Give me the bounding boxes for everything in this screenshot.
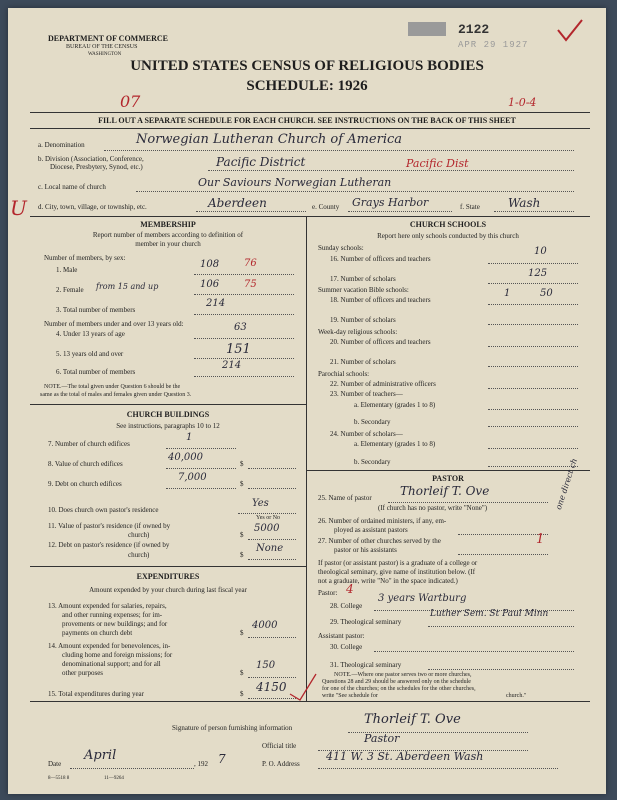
q25-label: 25. Name of pastor (318, 494, 372, 502)
pastor-mark: 4 (346, 582, 354, 596)
q18-value-2: 50 (540, 288, 553, 299)
q4-value: 63 (234, 322, 247, 333)
q28-value: 3 years Wartburg (378, 593, 467, 604)
buildings-sub: See instructions, paragraphs 10 to 12 (116, 422, 220, 430)
membership-note-2: same as the total of males and females given under Question 3. (40, 392, 192, 398)
q17-value: 125 (528, 268, 548, 279)
parochial-label: Parochial schools: (318, 370, 370, 378)
q14-line-4: other purposes (62, 669, 104, 677)
pastor-note-3: for one of the churches; on the schedules for the other churches, (322, 686, 476, 692)
q17-label: 17. Number of scholars (330, 275, 396, 283)
city-field-value: Aberdeen (208, 196, 267, 210)
q24-label: 24. Number of scholars— (330, 430, 403, 438)
buildings-heading: CHURCH BUILDINGS (126, 410, 210, 419)
bureau-label: BUREAU OF THE CENSUS (66, 44, 138, 50)
q2-value-1: 106 (200, 279, 220, 290)
q1-value-2: 76 (244, 258, 257, 269)
print-code: 8—5518 8 (48, 776, 70, 781)
q15-label: 15. Total expenditures during year (48, 690, 144, 698)
q3-label: 3. Total number of members (56, 306, 136, 314)
schedule-title: SCHEDULE: 1926 (246, 78, 368, 94)
q16-value: 10 (534, 246, 547, 257)
schools-heading: CHURCH SCHOOLS (409, 220, 487, 229)
local-name-label: c. Local name of church (38, 183, 106, 191)
q2-note: from 15 and up (96, 282, 159, 291)
check-mark-icon (556, 18, 584, 44)
q11-value: 5000 (254, 523, 280, 534)
q27-value: 1 (536, 532, 545, 547)
side-note: one direct ch (554, 457, 580, 511)
denomination-value: Norwegian Lutheran Church of America (136, 132, 403, 147)
form-title: UNITED STATES CENSUS OF RELIGIOUS BODIES (130, 58, 484, 74)
pastor-note-4b: church." (506, 693, 527, 699)
q20-label: 20. Number of officers and teachers (330, 338, 431, 346)
q13-line-4: payments on church debt (62, 629, 133, 637)
q13-line-3: provements or new buildings; and for (62, 620, 168, 628)
margin-mark: U (10, 196, 27, 220)
q9-value: 7,000 (178, 472, 207, 483)
q16-label: 16. Number of officers and teachers (330, 255, 431, 263)
q14-line-1: 14. Amount expended for benevolences, in- (48, 642, 171, 650)
membership-note: NOTE.—The total given under Question 6 should be the (44, 384, 181, 390)
q10-hint: Yes or No (256, 515, 281, 521)
q13-line-2: and other running expenses; for im- (62, 611, 163, 619)
q18-value-1: 1 (504, 288, 511, 299)
q24a-label: a. Elementary (grades 1 to 8) (354, 440, 436, 448)
division-value: Pacific District (216, 155, 306, 169)
q9-label: 9. Debt on church edifices (48, 480, 122, 488)
census-form (8, 8, 606, 794)
membership-intro: Report number of members according to definition of (92, 231, 244, 239)
pen-check-icon (288, 672, 318, 704)
q6-value: 214 (222, 360, 242, 371)
year-prefix: , 192 (194, 760, 208, 768)
q18-label: 18. Number of officers and teachers (330, 296, 431, 304)
department-label: DEPARTMENT OF COMMERCE (48, 34, 169, 43)
pastor-note-4: write "See schedule for (322, 693, 378, 699)
q14-value: 150 (256, 660, 276, 671)
instruction-text: FILL OUT A SEPARATE SCHEDULE FOR EACH CHURCH. SEE INSTRUCTIONS ON THE BACK OF THIS SHEET (98, 116, 516, 125)
q25-value: Thorleif T. Ove (400, 484, 490, 498)
weekday-label: Week-day religious schools: (318, 328, 398, 336)
q7-value: 1 (186, 432, 193, 443)
q22-label: 22. Number of administrative officers (330, 380, 436, 388)
summer-label: Summer vacation Bible schools: (318, 286, 409, 294)
q13-line-1: 13. Amount expended for salaries, repairs, (48, 602, 167, 610)
q11-dollar: $ (240, 531, 244, 539)
q28-label: 28. College (330, 602, 363, 610)
received-stamp: APR 29 1927 (458, 40, 529, 50)
graduate-intro-2: theological seminary, give name of institution below. (If (318, 568, 476, 576)
q11-label: 11. Value of pastor's residence (if owned by (48, 522, 171, 530)
q2-value-2: 75 (244, 279, 257, 290)
q11-label-2: church) (128, 531, 150, 539)
address-label: P. O. Address (262, 760, 300, 768)
q29-value: Luther Sem. St Paul Minn (430, 609, 549, 619)
q10-value: Yes (252, 498, 269, 509)
assistant-label: Assistant pastor: (318, 632, 365, 640)
pastor-label: Pastor: (318, 589, 338, 597)
age-intro: Number of members under and over 13 years old: (44, 320, 184, 328)
date-label: Date (48, 760, 62, 768)
q25-note: (If church has no pastor, write "None") (378, 504, 488, 512)
expenditures-heading: EXPENDITURES (136, 572, 200, 581)
q30-label: 30. College (330, 643, 363, 651)
q15-dollar: $ (240, 690, 244, 698)
q12-label: 12. Debt on pastor's residence (if owned by (48, 541, 170, 549)
year-suffix: 7 (218, 752, 226, 766)
q19-label: 19. Number of scholars (330, 316, 396, 324)
q27-label: 27. Number of other churches served by the (318, 537, 441, 545)
sunday-label: Sunday schools: (318, 244, 364, 252)
code-left: 07 (120, 92, 141, 111)
q23-label: 23. Number of teachers— (330, 390, 403, 398)
division-label: b. Division (Association, Conference, (38, 155, 144, 163)
q13-value: 4000 (252, 620, 278, 631)
official-title-label: Official title (262, 742, 297, 750)
membership-heading: MEMBERSHIP (140, 220, 196, 229)
q3-value: 214 (206, 298, 226, 309)
q10-label: 10. Does church own pastor's residence (48, 506, 159, 514)
q5-value: 151 (226, 342, 251, 357)
local-name-value: Our Saviours Norwegian Lutheran (198, 176, 392, 189)
q9-dollar: $ (240, 480, 244, 488)
q8-dollar: $ (240, 460, 244, 468)
q6-label: 6. Total number of members (56, 368, 136, 376)
form-number: 2122 (458, 22, 490, 37)
division-label-2: Diocese, Presbytery, Synod, etc.) (50, 163, 143, 171)
expenditures-sub: Amount expended by your church during last fiscal year (89, 586, 247, 594)
q15-value: 4150 (256, 680, 287, 694)
q29-label: 29. Theological seminary (330, 618, 402, 626)
official-title-value: Pastor (364, 732, 400, 745)
pastor-note: NOTE.—Where one pastor serves two or more churches, (334, 672, 472, 678)
q26-label: 26. Number of ordained ministers, if any, em- (318, 517, 447, 525)
q14-line-3: denominational support; and for all (62, 660, 161, 668)
q8-label: 8. Value of church edifices (48, 460, 123, 468)
signature-value: Thorleif T. Ove (364, 712, 461, 727)
city-label: WASHINGTON (88, 52, 122, 57)
q21-label: 21. Number of scholars (330, 358, 396, 366)
q31-label: 31. Theological seminary (330, 661, 402, 669)
state-label: f. State (460, 203, 480, 211)
division-note: Pacific Dist (406, 157, 469, 170)
denomination-label: a. Denomination (38, 141, 85, 149)
q14-line-2: cluding home and foreign missions; for (62, 651, 173, 659)
q1-value-1: 108 (200, 259, 220, 270)
q2-label: 2. Female (56, 286, 84, 294)
graduate-intro: If pastor (or assistant pastor) is a graduate of a college or (318, 559, 478, 567)
code-right: 1-0-4 (508, 96, 537, 109)
q5-label: 5. 13 years old and over (56, 350, 124, 358)
q14-dollar: $ (240, 669, 244, 677)
q7-label: 7. Number of church edifices (48, 440, 130, 448)
graduate-intro-3: not a graduate, write "No" in the space indicated.) (318, 577, 458, 585)
q24b-label: b. Secondary (354, 458, 391, 466)
membership-intro-2: member in your church (135, 240, 201, 248)
signature-label: Signature of person furnishing information (172, 724, 293, 732)
q12-dollar: $ (240, 551, 244, 559)
q26-label-2: ployed as assistant pastors (334, 526, 408, 534)
print-date: 11—9264 (104, 776, 124, 781)
black-tab (408, 22, 446, 36)
q8-value: 40,000 (168, 452, 203, 463)
state-value: Wash (508, 196, 541, 210)
q12-label-2: church) (128, 551, 150, 559)
schools-sub: Report here only schools conducted by this church (377, 232, 519, 240)
pastor-note-2: Questions 28 and 29 should be answered only on the schedule (322, 679, 471, 685)
pastor-heading: PASTOR (432, 474, 464, 483)
county-value: Grays Harbor (352, 196, 429, 209)
county-label: e. County (312, 203, 340, 211)
q27-label-2: pastor or his assistants (334, 546, 397, 554)
city-field-label: d. City, town, village, or township, etc. (38, 203, 147, 211)
by-sex-label: Number of members, by sex: (44, 254, 126, 262)
q4-label: 4. Under 13 years of age (56, 330, 125, 338)
q1-label: 1. Male (56, 266, 78, 274)
q23a-label: a. Elementary (grades 1 to 8) (354, 401, 436, 409)
q23b-label: b. Secondary (354, 418, 391, 426)
date-value: April (84, 748, 117, 763)
q12-value: None (256, 543, 284, 554)
address-value: 411 W. 3 St. Aberdeen Wash (326, 750, 484, 763)
q13-dollar: $ (240, 629, 244, 637)
